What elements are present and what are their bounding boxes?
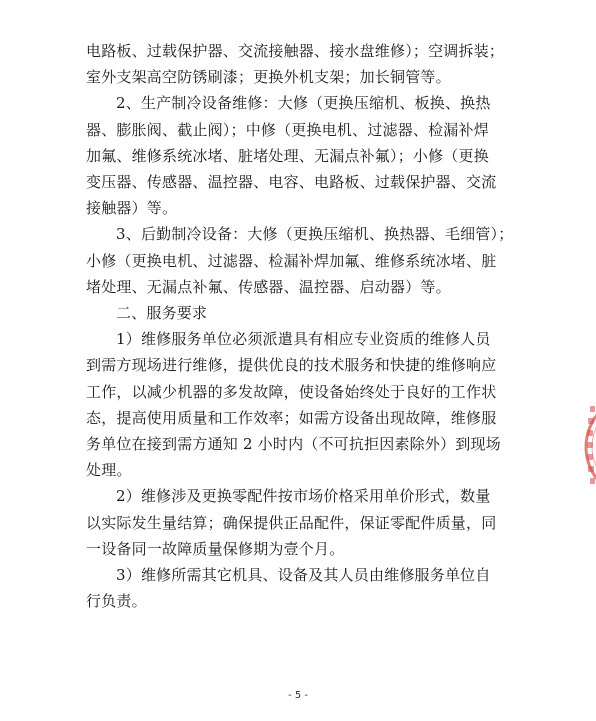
text-line: 加氟、维修系统冰堵、脏堵处理、无漏点补氟）；小修（更换	[86, 146, 489, 165]
text-line: 室外支架高空防锈刷漆；更换外机支架；加长铜管等。	[86, 68, 451, 87]
para-logistics-cooling	[86, 221, 516, 300]
body-text	[86, 38, 516, 614]
text-line: 态，提高使用质量和工作效率；如需方设备出现故障，维修服	[86, 408, 497, 427]
text-line: 工作，以减少机器的多发故障，使设备始终处于良好的工作状	[86, 382, 497, 401]
section-heading-service-requirements	[86, 300, 516, 326]
text-line: 到需方现场进行维修，提供优良的技术服务和快捷的维修响应	[86, 356, 497, 375]
text-line: 2、生产制冷设备维修：大修（更换压缩机、板换、换热	[116, 94, 491, 113]
text-line: 堵处理、无漏点补氟、传感器、温控器、启动器）等。	[86, 277, 451, 296]
text-line: 3）维修所需其它机具、设备及其人员由维修服务单位自	[116, 566, 491, 585]
text-line: 变压器、传感器、温控器、电容、电路板、过载保护器、交流	[86, 173, 497, 192]
section-heading: 二、服务要求	[116, 304, 208, 323]
text-line: 务单位在接到需方通知 2 小时内（不可抗拒因素除外）到现场	[86, 435, 501, 454]
text-line: 一设备同一故障质量保修期为壹个月。	[86, 539, 345, 558]
official-seal-fragment	[578, 392, 596, 502]
text-line: 2）维修涉及更换零配件按市场价格采用单价形式，数量	[116, 487, 491, 506]
text-line: 以实际发生量结算；确保提供正品配件，保证零配件质量，同	[86, 513, 497, 532]
seal-icon	[578, 392, 596, 502]
text-line: 器、膨胀阀、截止阀）；中修（更换电机、过滤器、检漏补焊	[86, 120, 489, 139]
page-number: - 5 -	[288, 690, 308, 701]
text-line: 1）维修服务单位必须派遣具有相应专业资质的维修人员	[116, 330, 491, 349]
text-line: 处理。	[86, 461, 132, 480]
para-production-cooling	[86, 90, 516, 221]
para-continued	[86, 38, 516, 90]
para-requirement-2	[86, 483, 516, 562]
text-line: 电路板、过载保护器、交流接触器、接水盘维修）；空调拆装；	[86, 42, 505, 60]
para-requirement-3	[86, 562, 516, 614]
text-line: 小修（更换电机、过滤器、检漏补焊加氟、维修系统冰堵、脏	[86, 251, 497, 270]
text-line: 行负责。	[86, 592, 147, 611]
text-line: 接触器）等。	[86, 199, 178, 218]
text-line: 3、后勤制冷设备：大修（更换压缩机、换热器、毛细管）；	[116, 225, 514, 244]
para-requirement-1	[86, 326, 516, 483]
